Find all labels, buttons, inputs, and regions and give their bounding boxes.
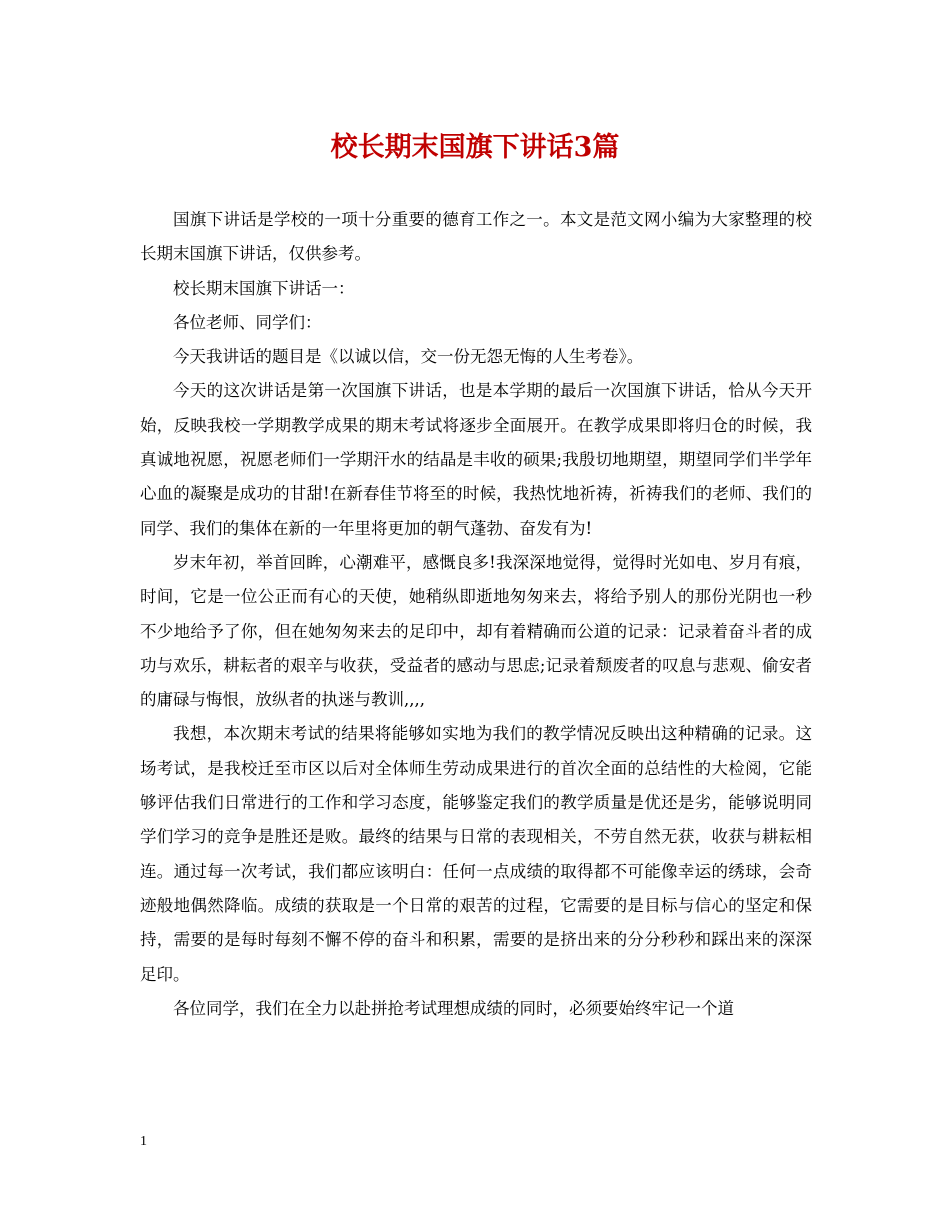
paragraph-reflection: 岁末年初，举首回眸，心潮难平，感慨良多!我深深地觉得，觉得时光如电、岁月有痕，时间，它是一位公正而有心的天使，她稍纵即逝地匆匆来去，将给予别人的那份光阴也一秒不少地给予了你，但在她匆匆来去的足印中，却有着精确而公道的记录：记录着奋斗者的成功与欢乐，耕耘者的艰辛与收获，受益者的感动与思虑;记录着颓废者的叹息与悲观、偷安者的庸碌与悔恨，放纵者的执迷与教训,,,, xyxy=(140,552,812,710)
paragraph-section-heading: 校长期末国旗下讲话一： xyxy=(173,278,355,298)
paragraph-closing-start: 各位同学，我们在全力以赴拼抢考试理想成绩的同时，必须要始终牢记一个道 xyxy=(173,998,734,1018)
paragraph-topic: 今天我讲话的题目是《以诚以信，交一份无怨无悔的人生考卷》。 xyxy=(173,347,644,367)
paragraph-salutation: 各位老师、同学们： xyxy=(173,312,322,332)
document-title: 校长期末国旗下讲话3篇 xyxy=(330,132,620,163)
paragraph-opening: 今天的这次讲话是第一次国旗下讲话，也是本学期的最后一次国旗下讲话，恰从今天开始，反映我校一学期教学成果的期末考试将逐步全面展开。在教学成果即将归仓的时候，我真诚地祝愿，祝愿老师们一学期汗水的结晶是丰收的硕果;我殷切地期望，期望同学们半学年心血的凝聚是成功的甘甜!在新春佳节将至的时候，我热忱地祈祷，祈祷我们的老师、我们的同学、我们的集体在新的一年里将更加的朝气蓬勃、奋发有为! xyxy=(140,381,812,538)
paragraph-exam: 我想，本次期末考试的结果将能够如实地为我们的教学情况反映出这种精确的记录。这场考试，是我校迁至市区以后对全体师生劳动成果进行的首次全面的总结性的大检阅，它能够评估我们日常进行的工作和学习态度，能够鉴定我们的教学质量是优还是劣，能够说明同学们学习的竞争是胜还是败。最终的结果与日常的表现相关，不劳自然无获，收获与耕耘相连。通过每一次考试，我们都应该明白：任何一点成绩的取得都不可能像幸运的绣球，会奇迹般地偶然降临。成绩的获取是一个日常的艰苦的过程，它需要的是目标与信心的坚定和保持，需要的是每时每刻不懈不停的奋斗和积累，需要的是挤出来的分分秒秒和踩出来的深深足印。 xyxy=(140,724,812,984)
document-body xyxy=(140,203,812,1026)
page-number: 1 xyxy=(140,1134,147,1149)
paragraph-intro: 国旗下讲话是学校的一项十分重要的德育工作之一。本文是范文网小编为大家整理的校长期末国旗下讲话，仅供参考。 xyxy=(140,210,812,264)
